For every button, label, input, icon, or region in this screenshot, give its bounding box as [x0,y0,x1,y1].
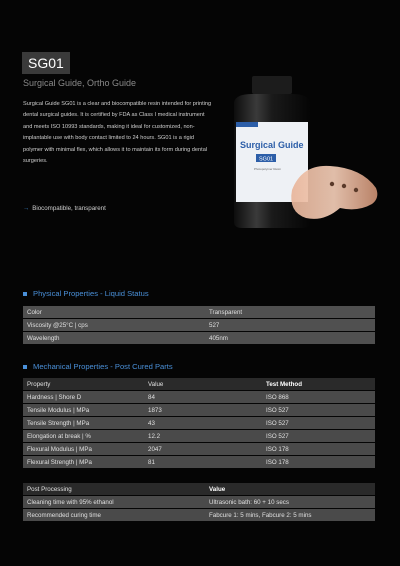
table-row [23,319,375,331]
table-header-row [23,378,375,390]
table-row [23,496,375,508]
mechanical-section-title [23,362,173,371]
table-cell: Ultrasonic bath: 60 + 10 secs [205,496,375,508]
table-cell: Wavelength [23,332,205,344]
table-cell: Tensile Modulus | MPa [23,404,144,416]
physical-title-text: Physical Properties - Liquid Status [33,289,149,298]
surgical-guide-model [291,166,377,219]
bottle-label-title: Surgical Guide [240,140,304,150]
table-cell: Fabcure 1: 5 mins, Fabcure 2: 5 mins [205,509,375,521]
physical-section-title [23,289,149,298]
table-cell: ISO 178 [262,456,375,468]
table-cell: Flexural Modulus | MPa [23,443,144,455]
table-cell: ISO 527 [262,430,375,442]
post-processing-table [23,482,375,522]
feature-line [23,205,106,212]
product-code-title: SG01 [22,52,70,74]
table-row [23,391,375,403]
table-cell: 527 [205,319,375,331]
table-header: Value [205,483,375,495]
mechanical-title-text: Mechanical Properties - Post Cured Parts [33,362,173,371]
table-cell: ISO 527 [262,404,375,416]
table-cell: Hardness | Shore D [23,391,144,403]
table-header: Post Processing [23,483,205,495]
square-bullet-icon [23,292,27,296]
table-header: Test Method [262,378,375,390]
table-row [23,332,375,344]
table-cell: Transparent [205,306,375,318]
table-cell: 12.2 [144,430,262,442]
arrow-right-icon: → [23,205,30,212]
table-cell: Recommended curing time [23,509,205,521]
table-cell: Flexural Strength | MPa [23,456,144,468]
bottle-label-code: SG01 [259,156,274,163]
product-description: Surgical Guide SG01 is a clear and biocompatible resin intended for printing dental surgical guides. It is certified by FDA as Class I medical instrument and meets ISO 10993 standards, making it ideal for customized, non-implantable use with body contact limited to 24 hours. SG01 is a rigid polymer with minimal flex, which allows it to maintain its form during dental surgeries. [23,101,212,165]
table-cell: 1873 [144,404,262,416]
table-row [23,430,375,442]
table-header-row [23,483,375,495]
table-row [23,509,375,521]
mechanical-properties-table [23,377,375,469]
table-row [23,443,375,455]
physical-properties-table [23,305,375,345]
product-subtitle: Surgical Guide, Ortho Guide [23,78,137,88]
table-row [23,456,375,468]
table-cell: 84 [144,391,262,403]
table-cell: ISO 178 [262,443,375,455]
table-header: Value [144,378,262,390]
table-cell: 43 [144,417,262,429]
table-row [23,417,375,429]
table-header: Property [23,378,144,390]
product-image [222,72,382,242]
bottle-cap [252,76,292,94]
bottle-label-small: Photopolymer Resin [254,167,282,171]
table-row [23,404,375,416]
feature-text: Biocompatible, transparent [32,205,106,212]
table-cell: 81 [144,456,262,468]
table-cell: Tensile Strength | MPa [23,417,144,429]
table-cell: Cleaning time with 95% ethanol [23,496,205,508]
table-row [23,306,375,318]
table-cell: ISO 527 [262,417,375,429]
table-cell: Elongation at break | % [23,430,144,442]
square-bullet-icon [23,365,27,369]
table-cell: Color [23,306,205,318]
table-cell: Viscosity @25°C | cps [23,319,205,331]
table-cell: 405nm [205,332,375,344]
table-cell: 2047 [144,443,262,455]
table-cell: ISO 868 [262,391,375,403]
